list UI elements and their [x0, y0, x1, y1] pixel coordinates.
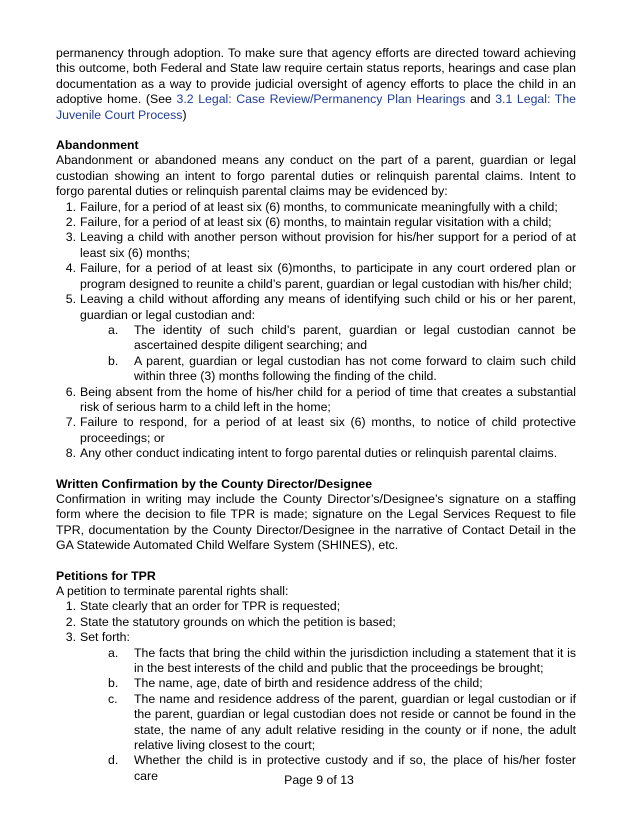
page-number-footer: Page 9 of 13 [284, 773, 354, 787]
document-page [56, 46, 576, 784]
sub-list-item: a. The facts that bring the child within the jurisdiction including a statement that it is in the best interests of the child and public that the proceedings be brought; [108, 645, 576, 676]
confirmation-paragraph: Confirmation in writing may include the County Director’s/Designee’s signature on a staffing form where the decision to file TPR is made; signature on the Legal Services Request to file TPR, documentation by the County Director/Designee in the narrative of Contact Detail in the GA Statewide Automated Child Welfare System (SHINES), etc. [56, 491, 576, 553]
list-item: 3. Leaving a child with another person without provision for his/her support for a period of at least six (6) months; [65, 230, 576, 260]
list-item: 8. Any other conduct indicating intent to forgo parental duties or relinquish parental claims. [65, 446, 558, 461]
list-item: 5. Leaving a child without affording any means of identifying such child or his or her parent, guardian or legal custodian and: [65, 292, 576, 322]
confirmation-heading: Written Confirmation by the County Director/Designee [56, 476, 373, 491]
sub-list-item: b. A parent, guardian or legal custodian has not come forward to claim such child within three (3) months following the finding of the child. [108, 353, 576, 384]
petitions-intro: A petition to terminate parental rights shall: [56, 584, 289, 598]
link-juvenile-court-process[interactable]: 3.1 Legal: The Juvenile Court Process [56, 92, 576, 122]
list-item: 2. State the statutory grounds on which the petition is based; [65, 614, 396, 629]
sub-list-item: d. Whether the child is in protective custody and if so, the place of his/her foster care [108, 753, 576, 783]
intro-paragraph: permanency through adoption. To make sure that agency efforts are directed toward achieving this outcome, both Federal and State law require certain status reports, hearings and case plan documentation as a way to provide judicial oversight of agency efforts to place the child in an adoptive home. (See 3.2 Legal: Case Review/Permanency Plan Hearings and 3.1 Legal: The Juvenile Court Process) [56, 46, 576, 122]
list-item: 1. State clearly that an order for TPR is requested; [65, 599, 341, 614]
list-item: 1. Failure, for a period of at least six (6) months, to communicate meaningfully with a child; [65, 199, 558, 214]
sub-list-item: a. The identity of such child’s parent, guardian or legal custodian cannot be ascertained despite diligent searching; and [108, 322, 576, 353]
list-item: 6. Being absent from the home of his/her child for a period of time that creates a substantial risk of serious harm to a child left in the home; [65, 384, 576, 414]
sub-list-item: b. The name, age, date of birth and residence address of the child; [108, 676, 483, 691]
sub-list-item: c. The name and residence address of the parent, guardian or legal custodian or if the parent, guardian or legal custodian does not reside or cannot be found in the state, the name of any adult relative residing in the county or if none, the adult relative living closest to the court; [108, 691, 576, 753]
list-item: 3. Set forth: [65, 630, 130, 645]
abandonment-heading: Abandonment [56, 138, 139, 153]
list-item: 2. Failure, for a period of at least six (6) months, to maintain regular visitation with a child; [65, 215, 552, 230]
list-item: 7. Failure to respond, for a period of at least six (6) months, to notice of child protective proceedings; or [65, 415, 576, 445]
abandonment-intro: Abandonment or abandoned means any conduct on the part of a parent, guardian or legal custodian showing an intent to forgo parental duties or relinquish parental claims. Intent to forgo parental duties or relinquish parental claims may be evidenced by: [56, 153, 576, 199]
link-case-review-permanency[interactable]: 3.2 Legal: Case Review/Permanency Plan Hearings [176, 92, 466, 107]
list-item: 4. Failure, for a period of at least six (6)months, to participate in any court ordered plan or program designed to reunite a child’s parent, guardian or legal custodian with his/her child; [65, 261, 576, 291]
petitions-heading: Petitions for TPR [56, 568, 156, 583]
